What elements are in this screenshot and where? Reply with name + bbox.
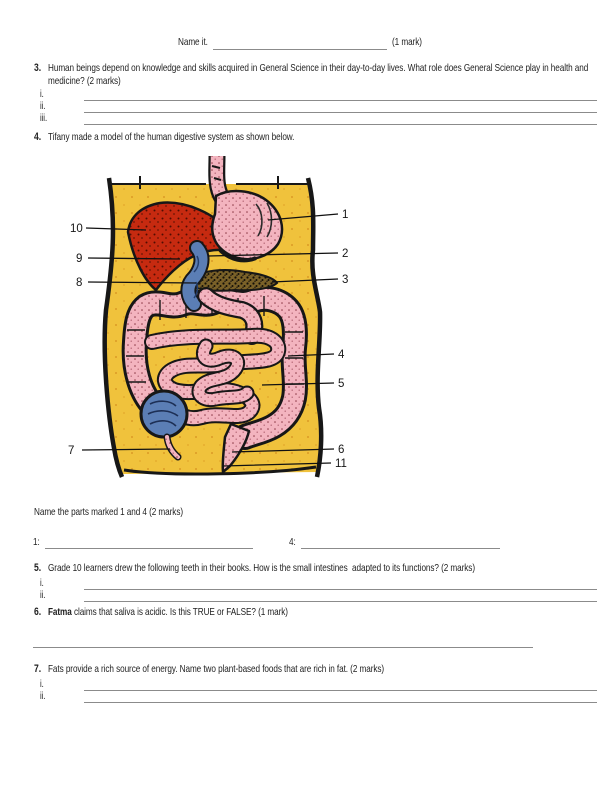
name-it-label: Name it.: [178, 36, 208, 48]
cecum: [141, 391, 187, 437]
q4-part1-answer-blank: [45, 535, 253, 549]
q7-number: 7.: [34, 663, 42, 675]
q3-roman-i: i.: [40, 89, 44, 100]
q4-name-parts-text: Name the parts marked 1 and 4 (2 marks): [34, 506, 183, 518]
diagram-label-11: 11: [335, 458, 347, 470]
q6-number: 6.: [34, 606, 42, 618]
q3-text: Human beings depend on knowledge and skills acquired in General Science in their day-to-day lives. What role does General Science play in health and medicine? (2 marks): [48, 62, 589, 87]
q3-roman-ii: ii.: [40, 101, 46, 112]
diagram-label-3: 3: [342, 274, 349, 286]
q3-answer-blank-iii: [84, 111, 597, 125]
name-it-answer-blank: [213, 36, 387, 50]
diagram-label-6: 6: [338, 444, 345, 456]
q4-part1-label: 1:: [33, 536, 40, 548]
diagram-label-1: 1: [342, 209, 349, 221]
q6-text-row: [48, 606, 288, 618]
diagram-label-9: 9: [76, 253, 83, 265]
esophagus: [217, 156, 222, 198]
q4-part4-answer-blank: [301, 535, 500, 549]
q5-answer-blank-ii: [84, 588, 597, 602]
q4-part4-label: 4:: [289, 536, 296, 548]
q4-number: 4.: [34, 131, 42, 143]
q7-answer-blank-ii: [84, 689, 597, 703]
q6-answer-blank: [33, 634, 533, 648]
name-it-marks: (1 mark): [392, 36, 422, 48]
q3-roman-iii: iii.: [40, 113, 48, 124]
diagram-label-8: 8: [76, 277, 83, 289]
diagram-label-2: 2: [342, 248, 349, 260]
q7-roman-ii: ii.: [40, 691, 46, 702]
q5-number: 5.: [34, 562, 42, 574]
q5-roman-ii: ii.: [40, 590, 46, 601]
diagram-label-4: 4: [338, 349, 345, 361]
q6-text: claims that saliva is acidic. Is this TRUE or FALSE? (1 mark): [71, 606, 288, 618]
q7-text: Fats provide a rich source of energy. Name two plant-based foods that are rich in fat. (2 marks): [48, 663, 385, 675]
q4-text: Tifany made a model of the human digestive system as shown below.: [48, 131, 295, 143]
q6-bold-name: Fatma: [48, 606, 72, 618]
q3-number: 3.: [34, 62, 42, 74]
diagram-label-10: 10: [70, 223, 83, 235]
digestive-system-diagram: [60, 150, 360, 498]
diagram-label-7: 7: [68, 445, 75, 457]
q5-text: Grade 10 learners drew the following teeth in their books. How is the small intestines adapted to its functions? (2 marks): [48, 562, 475, 574]
q7-roman-i: i.: [40, 679, 44, 690]
q5-roman-i: i.: [40, 578, 44, 589]
diagram-label-5: 5: [338, 378, 345, 390]
